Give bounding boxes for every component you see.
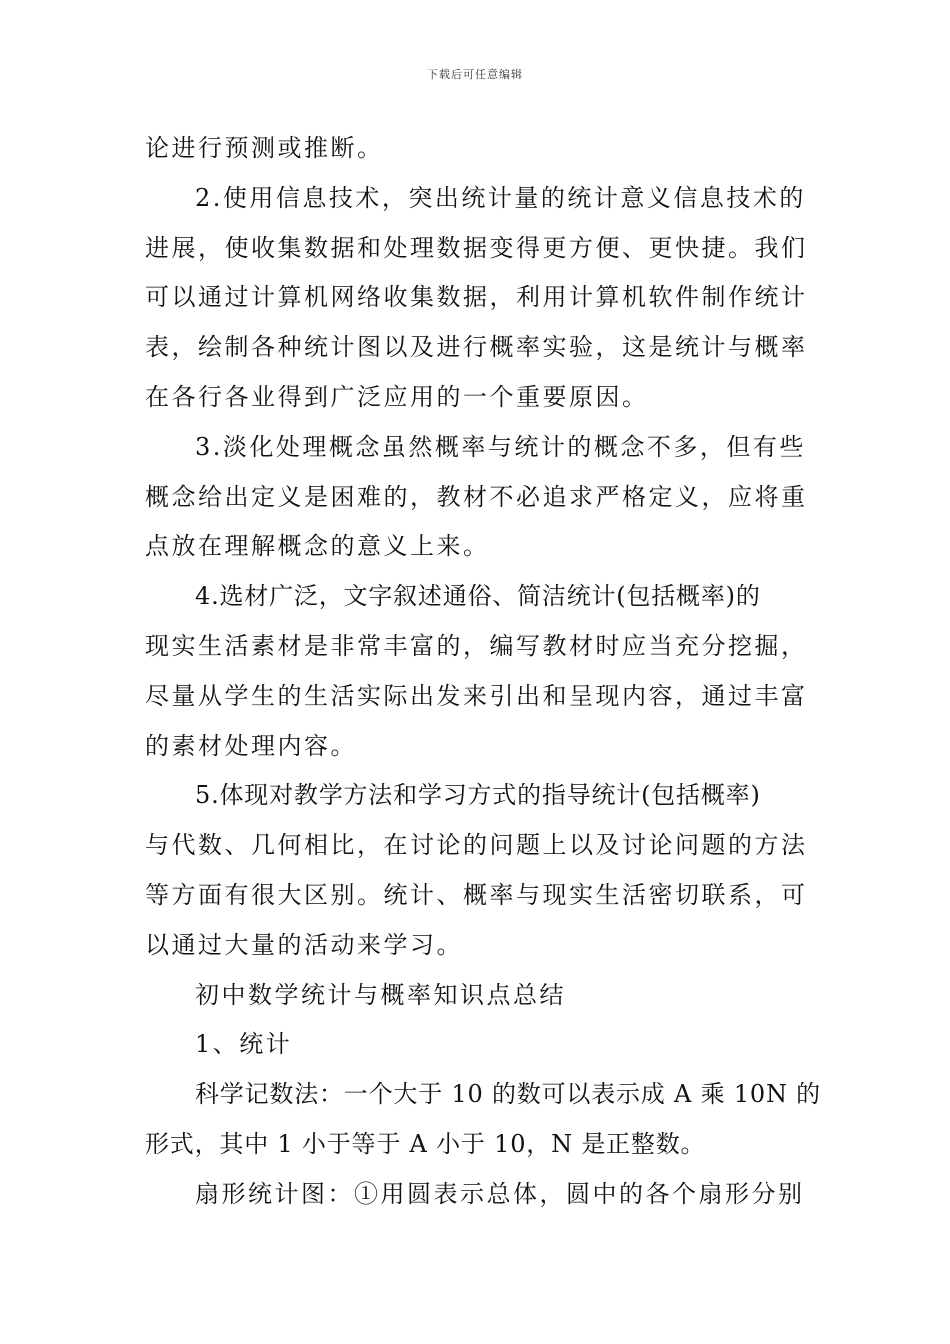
text-line: 形式，其中 1 小于等于 A 小于 10，N 是正整数。 bbox=[145, 1129, 706, 1158]
text-line: 现实生活素材是非常丰富的，编写教材时应当充分挖掘， bbox=[145, 631, 808, 660]
text-line: 点放在理解概念的意义上来。 bbox=[145, 532, 490, 561]
paragraph-start: 5.体现对教学方法和学习方式的指导统计(包括概率) bbox=[195, 781, 761, 810]
paragraph-start: 扇形统计图：①用圆表示总体，圆中的各个扇形分别 bbox=[195, 1179, 805, 1208]
document-body bbox=[145, 124, 821, 1220]
paragraph-start: 3.淡化处理概念虽然概率与统计的概念不多，但有些 bbox=[195, 432, 806, 461]
page-header: 下载后可任意编辑 bbox=[427, 68, 523, 81]
text-line: 进展，使收集数据和处理数据变得更方便、更快捷。我们 bbox=[145, 233, 808, 262]
text-line: 与代数、几何相比，在讨论的问题上以及讨论问题的方法 bbox=[145, 831, 808, 860]
text-line: 等方面有很大区别。统计、概率与现实生活密切联系，可 bbox=[145, 880, 808, 909]
text-line: 以通过大量的活动来学习。 bbox=[145, 930, 463, 959]
text-line: 表，绘制各种统计图以及进行概率实验，这是统计与概率 bbox=[145, 333, 808, 362]
text-line: 尽量从学生的生活实际出发来引出和呈现内容，通过丰富 bbox=[145, 681, 808, 710]
paragraph-start: 2.使用信息技术，突出统计量的统计意义信息技术的 bbox=[195, 183, 806, 212]
text-line: 论进行预测或推断。 bbox=[145, 134, 384, 162]
subsection-heading: 1、统计 bbox=[195, 1030, 293, 1059]
text-line: 概念给出定义是困难的，教材不必追求严格定义，应将重 bbox=[145, 482, 808, 511]
text-line: 可以通过计算机网络收集数据，利用计算机软件制作统计 bbox=[145, 283, 808, 312]
paragraph-start: 科学记数法：一个大于 10 的数可以表示成 A 乘 10N 的 bbox=[195, 1080, 821, 1109]
text-line: 的素材处理内容。 bbox=[145, 731, 357, 760]
section-heading: 初中数学统计与概率知识点总结 bbox=[195, 980, 566, 1009]
paragraph-start: 4.选材广泛，文字叙述通俗、简洁统计(包括概率)的 bbox=[195, 582, 761, 611]
text-line: 在各行各业得到广泛应用的一个重要原因。 bbox=[145, 382, 649, 411]
